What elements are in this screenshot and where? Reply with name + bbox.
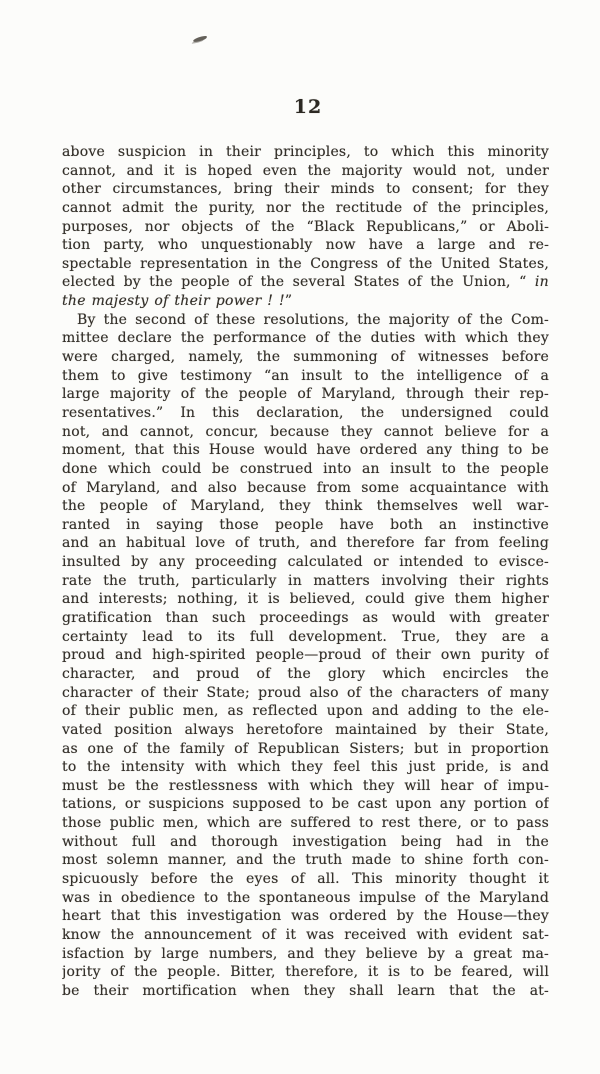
text-line: proud and high-spirited people—proud of their own purity of [62, 647, 549, 664]
text-line: vated position always heretofore maintained by their State, [62, 721, 549, 738]
text-line: moment, that this House would have ordered any thing to be [62, 442, 549, 459]
text-line: was in obedience to the spontaneous impulse of the Maryland [62, 889, 549, 906]
text-line: insulted by any proceeding calculated or intended to evisce- [62, 554, 549, 571]
text-line: the people of Maryland, they think themselves well war- [62, 498, 549, 515]
text-line: cannot, and it is hoped even the majority would not, under [62, 162, 549, 179]
text-line: ranted in saying those people have both an instinctive [62, 516, 549, 533]
text-line: elected by the people of the several States of the Union, “ in [62, 274, 549, 291]
text-line: most solemn manner, and the truth made to shine forth con- [62, 852, 549, 869]
page-number: 12 [293, 96, 323, 118]
text-line: must be the restlessness with which they will hear of impu- [62, 777, 549, 794]
paragraph [62, 311, 549, 1001]
text-line: character of their State; proud also of the characters of many [62, 684, 549, 701]
text-line: of their public men, as reflected upon and adding to the ele- [62, 703, 549, 720]
text-line: them to give testimony “an insult to the intelligence of a [62, 367, 549, 384]
text-line: mittee declare the performance of the duties with which they [62, 330, 549, 347]
text-line: be their mortification when they shall learn that the at- [62, 982, 549, 999]
text-line: were charged, namely, the summoning of witnesses before [62, 349, 549, 366]
ink-smudge [193, 35, 207, 43]
text-line: without full and thorough investigation being had in the [62, 833, 549, 850]
text-line: the majesty of their power ! !” [62, 293, 293, 310]
text-line: By the second of these resolutions, the majority of the Com- [77, 311, 549, 328]
text-line: certainty lead to its full development. True, they are a [62, 628, 549, 645]
text-line: tations, or suspicions supposed to be cast upon any portion of [62, 796, 549, 813]
text-block [62, 143, 549, 1000]
text-line: those public men, which are suffered to rest there, or to pass [62, 815, 549, 832]
text-line: isfaction by large numbers, and they believe by a great ma- [62, 945, 549, 962]
text-line: and an habitual love of truth, and therefore far from feeling [62, 535, 549, 552]
text-line: tion party, who unquestionably now have a large and re- [62, 237, 549, 254]
text-line: to the intensity with which they feel this just pride, is and [62, 759, 549, 776]
text-line: resentatives.” In this declaration, the undersigned could [62, 404, 549, 421]
paragraph [62, 143, 549, 311]
text-line: cannot admit the purity, nor the rectitude of the principles, [62, 199, 549, 216]
text-line: gratification than such proceedings as would with greater [62, 610, 549, 627]
text-line: character, and proud of the glory which encircles the [62, 665, 549, 682]
text-line: as one of the family of Republican Sisters; but in proportion [62, 740, 549, 757]
text-line: heart that this investigation was ordered by the House—they [62, 908, 549, 925]
text-line: purposes, nor objects of the “Black Republicans,” or Aboli- [62, 218, 549, 235]
text-line: done which could be construed into an insult to the people [62, 460, 549, 477]
text-line: jority of the people. Bitter, therefore, it is to be feared, will [62, 964, 549, 981]
text-line: not, and cannot, concur, because they cannot believe for a [62, 423, 549, 440]
text-line: of Maryland, and also because from some acquaintance with [62, 479, 549, 496]
text-line: know the announcement of it was received with evident sat- [62, 926, 549, 943]
text-line: large majority of the people of Maryland, through their rep- [62, 386, 549, 403]
text-line: rate the truth, particularly in matters involving their rights [62, 572, 549, 589]
text-line: above suspicion in their principles, to which this minority [62, 144, 549, 160]
text-line: spicuously before the eyes of all. This minority thought it [62, 870, 549, 887]
text-line: and interests; nothing, it is believed, could give them higher [62, 591, 549, 608]
text-line: other circumstances, bring their minds to consent; for they [62, 181, 549, 198]
text-line: spectable representation in the Congress of the United States, [62, 255, 549, 272]
